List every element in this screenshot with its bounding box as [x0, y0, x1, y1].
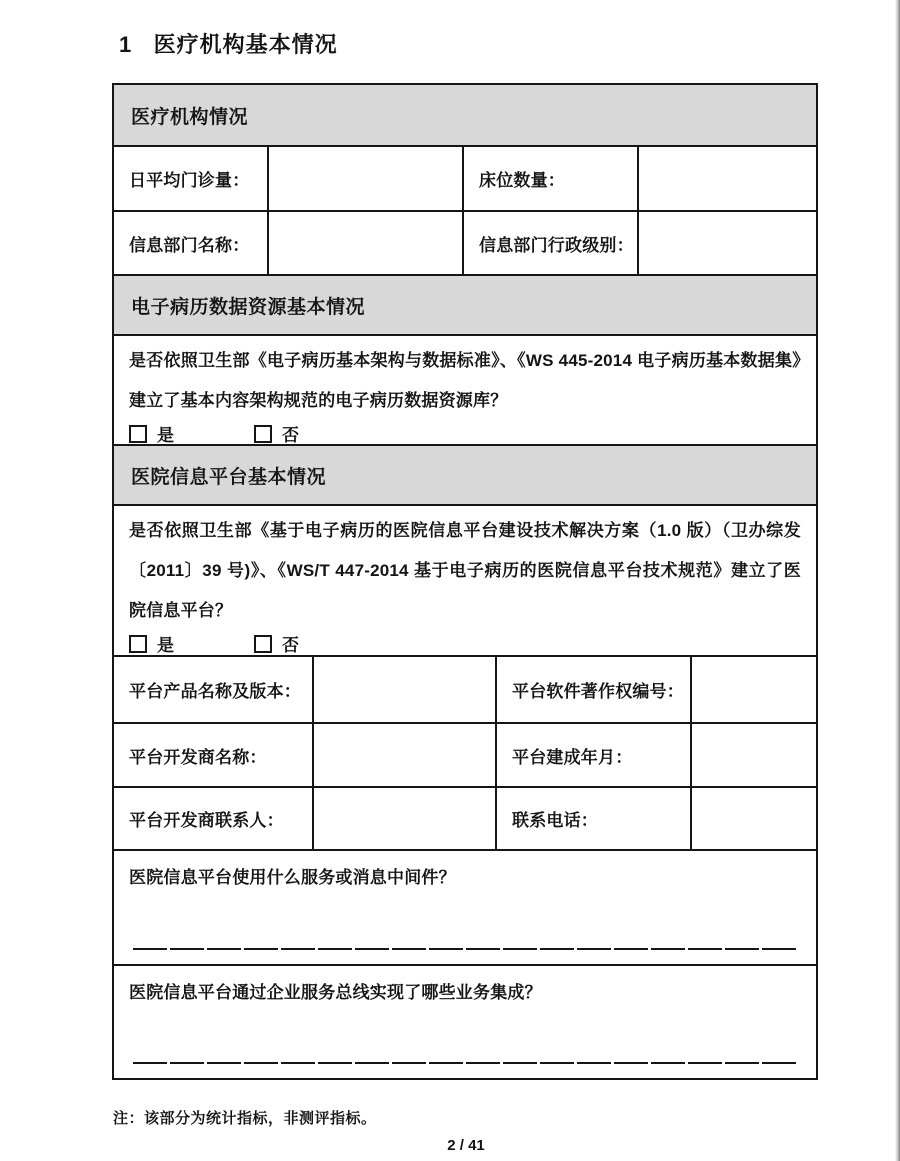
field-label-completion-date: 平台建成年月： — [495, 724, 690, 786]
question-cell-platform — [114, 504, 816, 655]
answer-blank-line[interactable] — [133, 1062, 799, 1064]
field-value-developer-name[interactable] — [312, 724, 495, 786]
checkbox-row-platform — [129, 631, 801, 656]
checkbox-emr-yes[interactable] — [129, 425, 147, 443]
table-row — [114, 786, 816, 849]
checkbox-emr-no[interactable] — [254, 425, 272, 443]
checkbox-platform-yes[interactable] — [129, 635, 147, 653]
page-edge-shadow — [895, 0, 900, 1161]
field-value-developer-contact[interactable] — [312, 788, 495, 849]
field-value-daily-outpatient[interactable] — [267, 147, 462, 210]
table-row — [114, 210, 816, 274]
checkbox-label-no: 否 — [282, 636, 299, 655]
field-label-contact-phone: 联系电话： — [495, 788, 690, 849]
checkbox-label-yes: 是 — [157, 426, 174, 445]
page-title: 1 医疗机构基本情况 — [119, 32, 338, 57]
field-label-bed-count: 床位数量： — [462, 147, 637, 210]
field-value-copyright-number[interactable] — [690, 657, 816, 722]
field-label-developer-contact: 平台开发商联系人： — [129, 811, 284, 830]
field-label-daily-outpatient: 日平均门诊量： — [129, 171, 250, 190]
checkbox-platform-no[interactable] — [254, 635, 272, 653]
question-cell-middleware — [114, 849, 816, 964]
question-text-platform: 是否依照卫生部《基于电子病历的医院信息平台建设技术解决方案（1.0 版）（卫办综发〔2011〕39 号)》、《WS/T 447-2014 基于电子病历的医院信息平台技术规范》建立了医院信息平台？ — [129, 521, 801, 620]
table-row — [114, 145, 816, 210]
section-header-org: 医疗机构情况 — [114, 85, 816, 145]
question-cell-emr — [114, 334, 816, 444]
section-header-platform: 医院信息平台基本情况 — [114, 444, 816, 504]
table-row — [114, 655, 816, 722]
checkbox-row-emr — [129, 421, 801, 446]
field-value-bed-count[interactable] — [637, 147, 816, 210]
question-text-emr: 是否依照卫生部《电子病历基本架构与数据标准》、《WS 445-2014 电子病历基本数据集》建立了基本内容架构规范的电子病历数据资源库？ — [129, 351, 801, 410]
field-value-completion-date[interactable] — [690, 724, 816, 786]
field-value-it-dept-name[interactable] — [267, 212, 462, 274]
page-number: 2 / 41 — [447, 1137, 485, 1154]
form-table — [112, 83, 818, 1080]
field-value-contact-phone[interactable] — [690, 788, 816, 849]
section-header-emr: 电子病历数据资源基本情况 — [114, 274, 816, 334]
question-text-middleware: 医院信息平台使用什么服务或消息中间件？ — [129, 868, 456, 887]
question-cell-esb — [114, 964, 816, 1078]
field-label-copyright-number: 平台软件著作权编号： — [495, 657, 690, 722]
question-text-esb: 医院信息平台通过企业服务总线实现了哪些业务集成？ — [129, 983, 542, 1002]
field-label-it-dept-name: 信息部门名称： — [129, 235, 250, 255]
table-row — [114, 722, 816, 786]
checkbox-label-yes: 是 — [157, 636, 174, 655]
field-value-platform-product[interactable] — [312, 657, 495, 722]
field-label-platform-product: 平台产品名称及版本： — [129, 682, 301, 701]
field-label-it-dept-level: 信息部门行政级别： — [462, 212, 637, 274]
field-label-developer-name: 平台开发商名称： — [129, 747, 267, 767]
footnote: 注：该部分为统计指标，非测评指标。 — [113, 1110, 377, 1127]
checkbox-label-no: 否 — [282, 426, 299, 445]
answer-blank-line[interactable] — [133, 948, 799, 950]
field-value-it-dept-level[interactable] — [637, 212, 816, 274]
